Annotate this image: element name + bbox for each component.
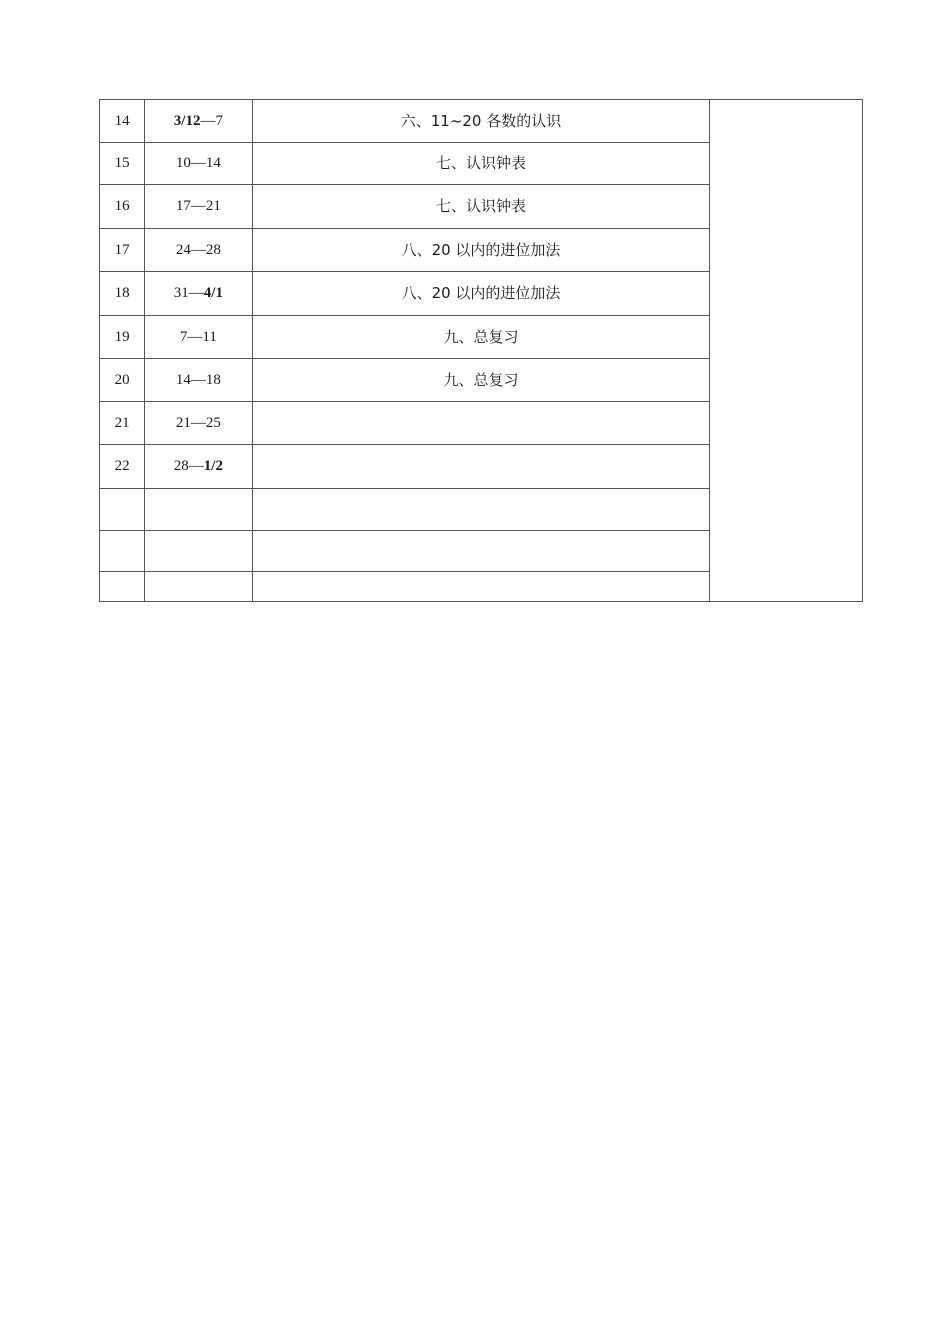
date-dash: — [190, 241, 206, 258]
date-dash: — [187, 328, 203, 345]
date-end: 1/2 [203, 458, 223, 474]
date-range-cell [145, 572, 252, 602]
date-range-cell [145, 489, 252, 531]
week-number-cell: 19 [100, 316, 145, 359]
date-dash: — [200, 112, 216, 129]
date-end: 14 [205, 155, 221, 171]
lesson-content-cell [252, 489, 710, 531]
lesson-content-cell [252, 445, 710, 489]
date-end: 7 [215, 112, 223, 129]
lesson-content-cell: 九、总复习 [252, 359, 710, 402]
week-number-cell: 18 [100, 272, 145, 316]
date-start: 28 [173, 458, 189, 474]
date-start: 14 [175, 371, 191, 388]
lesson-content-cell: 六、11~20 各数的认识 [252, 100, 710, 143]
date-dash: — [188, 458, 204, 474]
lesson-content-cell: 九、总复习 [252, 316, 710, 359]
date-dash: — [190, 414, 206, 431]
lesson-content-cell [252, 402, 710, 445]
date-range-cell [145, 531, 252, 572]
date-range-cell [145, 272, 252, 316]
date-range-cell [145, 316, 252, 359]
table-row [100, 100, 863, 143]
date-start: 7 [179, 328, 188, 345]
lesson-content-cell: 七、认识钟表 [252, 143, 710, 185]
lesson-content-cell [252, 572, 710, 602]
week-number-cell: 15 [100, 143, 145, 185]
lesson-content-cell: 八、20 以内的进位加法 [252, 272, 710, 316]
date-start: 24 [175, 241, 191, 258]
date-range-cell [145, 359, 252, 402]
teaching-schedule-table [99, 99, 863, 602]
date-end: 11 [202, 328, 217, 345]
date-end: 21 [205, 198, 221, 214]
date-start: 31 [173, 285, 189, 301]
date-end: 4/1 [203, 285, 223, 301]
week-number-cell [100, 572, 145, 602]
week-number-cell: 14 [100, 100, 145, 143]
date-range-cell [145, 229, 252, 272]
date-range-cell [145, 402, 252, 445]
date-dash: — [188, 285, 204, 301]
date-range-cell [145, 185, 252, 229]
date-end: 28 [205, 241, 221, 258]
week-number-cell [100, 531, 145, 572]
date-range-cell [145, 445, 252, 489]
week-number-cell [100, 489, 145, 531]
date-start: 3/12 [173, 112, 201, 129]
lesson-content-cell: 七、认识钟表 [252, 185, 710, 229]
date-end: 18 [205, 371, 221, 388]
schedule-body [100, 100, 863, 602]
date-dash: — [190, 155, 206, 171]
lesson-content-cell: 八、20 以内的进位加法 [252, 229, 710, 272]
date-end: 25 [205, 414, 221, 431]
week-number-cell: 20 [100, 359, 145, 402]
date-dash: — [190, 198, 206, 214]
week-number-cell: 17 [100, 229, 145, 272]
date-start: 10 [175, 155, 191, 171]
lesson-content-cell [252, 531, 710, 572]
date-range-cell [145, 143, 252, 185]
week-number-cell: 16 [100, 185, 145, 229]
notes-cell [710, 100, 863, 602]
week-number-cell: 22 [100, 445, 145, 489]
date-dash: — [190, 371, 206, 388]
date-start: 21 [175, 414, 191, 431]
week-number-cell: 21 [100, 402, 145, 445]
date-start: 17 [175, 198, 191, 214]
date-range-cell [145, 100, 252, 143]
